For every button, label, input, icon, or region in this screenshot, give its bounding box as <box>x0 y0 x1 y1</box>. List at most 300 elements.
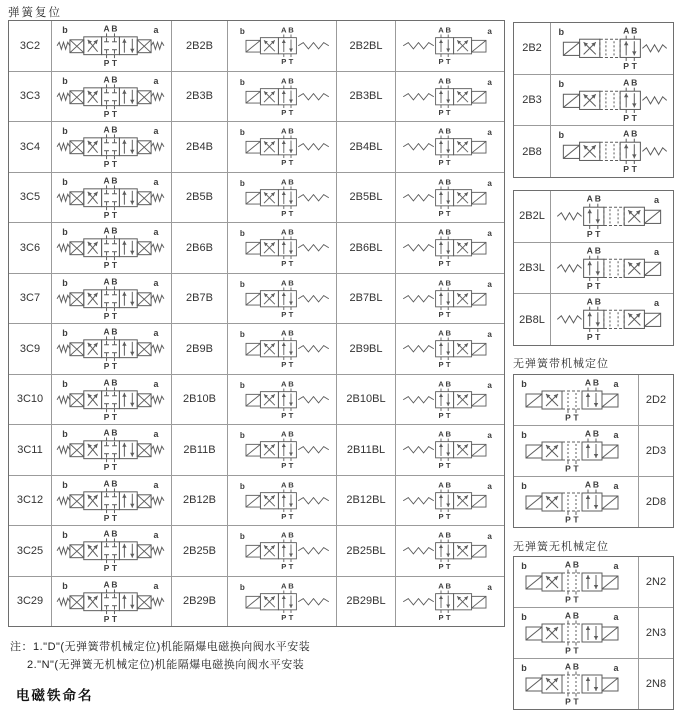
svg-text:a: a <box>487 532 492 542</box>
svg-text:B: B <box>445 278 451 288</box>
svg-text:a: a <box>153 479 159 490</box>
svg-text:P: P <box>438 612 444 622</box>
svg-text:a: a <box>487 431 492 441</box>
svg-text:T: T <box>111 411 118 422</box>
valve-code: 3C5 <box>9 173 51 223</box>
svg-text:a: a <box>613 612 619 622</box>
valve-schematic-icon <box>228 324 336 374</box>
svg-text:a: a <box>613 663 619 673</box>
svg-text:T: T <box>595 332 601 343</box>
svg-text:B: B <box>592 479 600 490</box>
svg-text:A: A <box>103 376 110 387</box>
valve-code: 2B6B <box>172 223 227 273</box>
section-heading-solenoid-naming: 电磁铁命名 <box>16 688 94 703</box>
svg-text:A: A <box>564 610 572 621</box>
valve-code: 2B12BL <box>337 476 395 526</box>
svg-text:b: b <box>239 380 245 390</box>
svg-text:b: b <box>62 479 68 490</box>
table-2n-no-detent <box>513 556 674 710</box>
valve-symbol <box>228 122 336 172</box>
svg-text:P: P <box>103 159 110 170</box>
svg-text:P: P <box>565 412 571 423</box>
svg-text:b: b <box>62 75 68 86</box>
valve-code: 2D2 <box>639 375 673 425</box>
svg-text:A: A <box>103 73 110 84</box>
valve-code: 2B8 <box>514 126 550 177</box>
svg-text:b: b <box>521 612 527 622</box>
svg-text:B: B <box>288 429 294 439</box>
svg-text:P: P <box>103 58 110 69</box>
svg-text:P: P <box>438 410 444 420</box>
valve-symbol <box>228 476 336 526</box>
valve-schematic-icon <box>551 243 673 294</box>
valve-symbol <box>396 72 504 122</box>
svg-text:P: P <box>586 332 593 343</box>
svg-text:B: B <box>111 124 118 135</box>
valve-schematic-icon <box>396 223 504 273</box>
svg-text:T: T <box>111 613 118 624</box>
svg-text:a: a <box>613 430 619 440</box>
svg-text:a: a <box>153 226 159 237</box>
svg-text:T: T <box>111 209 118 220</box>
valve-symbol <box>514 557 638 607</box>
svg-text:P: P <box>438 511 444 521</box>
svg-text:B: B <box>288 227 294 237</box>
svg-text:b: b <box>521 481 527 491</box>
svg-text:T: T <box>288 208 294 218</box>
svg-text:A: A <box>623 77 630 88</box>
svg-text:a: a <box>487 229 492 239</box>
svg-text:T: T <box>445 208 451 218</box>
svg-text:P: P <box>281 158 287 168</box>
svg-text:a: a <box>153 378 159 389</box>
svg-text:a: a <box>487 77 492 87</box>
valve-symbol <box>52 476 171 526</box>
svg-text:B: B <box>111 376 118 387</box>
svg-text:B: B <box>445 227 451 237</box>
valve-symbol <box>52 526 171 576</box>
valve-symbol <box>396 274 504 324</box>
valve-symbol <box>228 21 336 71</box>
svg-text:T: T <box>111 58 118 69</box>
svg-text:P: P <box>438 208 444 218</box>
svg-text:B: B <box>445 25 451 35</box>
svg-text:P: P <box>565 463 571 474</box>
valve-code: 2B2BL <box>337 21 395 71</box>
svg-text:b: b <box>521 561 527 571</box>
valve-schematic-icon <box>52 476 171 526</box>
valve-code: 2B29BL <box>337 577 395 627</box>
valve-schematic-icon <box>396 173 504 223</box>
valve-code: 2B29B <box>172 577 227 627</box>
svg-text:T: T <box>573 594 579 605</box>
valve-symbol <box>52 274 171 324</box>
svg-text:B: B <box>594 296 601 307</box>
valve-schematic-icon <box>514 659 638 709</box>
valve-schematic-icon <box>514 608 638 658</box>
valve-code: 3C25 <box>9 526 51 576</box>
valve-code: 2B25BL <box>337 526 395 576</box>
valve-symbol <box>52 223 171 273</box>
valve-code: 2B4B <box>172 122 227 172</box>
heading-no-spring-with-detent: 无弹簧带机械定位 <box>513 358 609 370</box>
svg-text:a: a <box>153 428 159 439</box>
svg-text:B: B <box>111 326 118 337</box>
svg-text:a: a <box>487 380 492 390</box>
svg-text:B: B <box>111 73 118 84</box>
svg-text:B: B <box>111 225 118 236</box>
valve-symbol <box>52 375 171 425</box>
valve-code: 2B9B <box>172 324 227 374</box>
valve-symbol <box>52 577 171 627</box>
valve-code: 2B11BL <box>337 425 395 475</box>
valve-schematic-icon <box>228 375 336 425</box>
svg-text:B: B <box>445 76 451 86</box>
valve-code: 2B2B <box>172 21 227 71</box>
svg-text:a: a <box>153 24 159 35</box>
valve-code: 2B7B <box>172 274 227 324</box>
valve-schematic-icon <box>551 191 673 242</box>
valve-symbol <box>551 126 673 177</box>
svg-text:A: A <box>103 174 110 185</box>
svg-text:B: B <box>572 559 580 570</box>
valve-schematic-icon <box>551 75 673 126</box>
svg-text:T: T <box>111 108 118 119</box>
svg-text:b: b <box>558 78 565 89</box>
valve-schematic-icon <box>396 72 504 122</box>
svg-text:B: B <box>572 661 580 672</box>
valve-schematic-icon <box>396 425 504 475</box>
valve-code: 3C9 <box>9 324 51 374</box>
svg-text:T: T <box>288 158 294 168</box>
heading-no-spring-no-detent: 无弹簧无机械定位 <box>513 541 609 553</box>
valve-schematic-icon <box>228 21 336 71</box>
svg-text:A: A <box>103 326 110 337</box>
valve-symbol <box>514 608 638 658</box>
section-title-spring-return: 弹簧复位 <box>8 7 62 19</box>
svg-text:A: A <box>281 530 287 540</box>
svg-text:B: B <box>445 126 451 136</box>
valve-schematic-icon <box>52 173 171 223</box>
valve-code: 3C7 <box>9 274 51 324</box>
svg-text:A: A <box>586 245 593 256</box>
svg-text:A: A <box>584 377 592 388</box>
svg-text:A: A <box>103 225 110 236</box>
svg-text:T: T <box>445 57 451 67</box>
svg-text:P: P <box>438 360 444 370</box>
valve-code: 3C2 <box>9 21 51 71</box>
valve-symbol <box>514 659 638 709</box>
svg-text:B: B <box>445 581 451 591</box>
svg-text:b: b <box>62 277 68 288</box>
svg-text:T: T <box>111 512 118 523</box>
svg-text:T: T <box>445 461 451 471</box>
valve-symbol <box>228 324 336 374</box>
svg-text:b: b <box>558 130 565 141</box>
svg-text:P: P <box>103 108 110 119</box>
svg-text:a: a <box>487 481 492 491</box>
note-line-2: 2."N"(无弹簧无机械定位)机能隔爆电磁换向阀水平安装 <box>27 659 305 671</box>
svg-text:A: A <box>438 177 444 187</box>
svg-text:A: A <box>103 23 110 34</box>
valve-code: 3C6 <box>9 223 51 273</box>
svg-text:T: T <box>111 310 118 321</box>
svg-text:B: B <box>445 379 451 389</box>
valve-schematic-icon <box>228 72 336 122</box>
valve-schematic-icon <box>228 476 336 526</box>
table-2b-spring-right <box>513 22 674 178</box>
svg-text:b: b <box>239 330 245 340</box>
svg-text:A: A <box>586 296 593 307</box>
svg-text:T: T <box>111 563 118 574</box>
valve-symbol <box>228 577 336 627</box>
svg-text:b: b <box>239 431 245 441</box>
svg-text:b: b <box>239 481 245 491</box>
valve-schematic-icon <box>52 122 171 172</box>
svg-text:b: b <box>521 663 527 673</box>
svg-text:P: P <box>103 613 110 624</box>
svg-text:P: P <box>438 57 444 67</box>
valve-symbol <box>228 173 336 223</box>
valve-code: 2B2 <box>514 23 550 74</box>
valve-symbol <box>52 324 171 374</box>
svg-text:T: T <box>573 463 579 474</box>
svg-text:P: P <box>281 208 287 218</box>
valve-code: 2B25B <box>172 526 227 576</box>
svg-text:P: P <box>103 411 110 422</box>
svg-text:A: A <box>584 479 592 490</box>
svg-text:P: P <box>623 164 630 175</box>
valve-symbol <box>52 425 171 475</box>
svg-text:P: P <box>103 512 110 523</box>
svg-text:T: T <box>573 645 579 656</box>
svg-text:b: b <box>239 178 245 188</box>
svg-text:a: a <box>487 582 492 592</box>
valve-code: 3C11 <box>9 425 51 475</box>
table-2d-detent <box>513 374 674 528</box>
valve-schematic-icon <box>52 223 171 273</box>
svg-text:P: P <box>281 360 287 370</box>
svg-text:b: b <box>62 529 68 540</box>
valve-code: 3C12 <box>9 476 51 526</box>
svg-text:P: P <box>281 259 287 269</box>
valve-symbol <box>551 23 673 74</box>
svg-text:b: b <box>62 327 68 338</box>
svg-text:A: A <box>103 275 110 286</box>
valve-symbol <box>52 72 171 122</box>
svg-text:P: P <box>565 696 571 707</box>
svg-text:P: P <box>103 361 110 372</box>
svg-text:P: P <box>281 612 287 622</box>
valve-schematic-icon <box>52 324 171 374</box>
valve-schematic-icon <box>396 324 504 374</box>
valve-code: 3C4 <box>9 122 51 172</box>
svg-text:A: A <box>438 76 444 86</box>
svg-text:B: B <box>288 177 294 187</box>
svg-text:T: T <box>288 410 294 420</box>
svg-text:A: A <box>438 278 444 288</box>
svg-text:A: A <box>438 530 444 540</box>
svg-text:P: P <box>103 462 110 473</box>
valve-code: 2B9BL <box>337 324 395 374</box>
valve-symbol <box>228 375 336 425</box>
valve-symbol <box>228 274 336 324</box>
svg-text:B: B <box>288 278 294 288</box>
svg-text:T: T <box>445 309 451 319</box>
svg-text:P: P <box>565 645 571 656</box>
svg-text:P: P <box>103 260 110 271</box>
svg-text:A: A <box>623 25 630 36</box>
valve-code: 2N3 <box>639 608 673 658</box>
svg-text:P: P <box>103 310 110 321</box>
svg-text:B: B <box>592 428 600 439</box>
svg-text:A: A <box>281 328 287 338</box>
svg-text:T: T <box>445 562 451 572</box>
valve-schematic-icon <box>52 72 171 122</box>
svg-text:a: a <box>153 125 159 136</box>
svg-text:b: b <box>62 378 68 389</box>
valve-symbol <box>228 526 336 576</box>
valve-code: 2B11B <box>172 425 227 475</box>
svg-text:P: P <box>438 461 444 471</box>
svg-text:T: T <box>445 158 451 168</box>
svg-text:T: T <box>445 259 451 269</box>
valve-symbol <box>396 324 504 374</box>
valve-symbol <box>514 477 638 527</box>
svg-text:A: A <box>281 480 287 490</box>
svg-text:a: a <box>153 75 159 86</box>
svg-text:P: P <box>281 410 287 420</box>
valve-symbol <box>551 75 673 126</box>
svg-text:T: T <box>631 61 637 72</box>
svg-text:a: a <box>153 580 159 591</box>
svg-text:B: B <box>288 328 294 338</box>
valve-code: 2B3L <box>514 243 550 294</box>
valve-code: 2B3 <box>514 75 550 126</box>
valve-schematic-icon <box>551 23 673 74</box>
svg-text:T: T <box>573 514 579 525</box>
svg-text:A: A <box>438 429 444 439</box>
svg-text:A: A <box>438 480 444 490</box>
valve-symbol <box>551 243 673 294</box>
svg-text:T: T <box>288 309 294 319</box>
svg-text:b: b <box>521 430 527 440</box>
valve-schematic-icon <box>396 375 504 425</box>
svg-text:T: T <box>445 511 451 521</box>
valve-schematic-icon <box>228 425 336 475</box>
svg-text:T: T <box>631 164 637 175</box>
valve-symbol <box>52 122 171 172</box>
svg-text:a: a <box>153 176 159 187</box>
svg-text:T: T <box>573 696 579 707</box>
svg-text:B: B <box>111 578 118 589</box>
svg-text:A: A <box>281 379 287 389</box>
svg-text:A: A <box>103 124 110 135</box>
svg-text:a: a <box>654 298 660 309</box>
svg-text:b: b <box>558 27 565 38</box>
valve-symbol <box>396 476 504 526</box>
valve-code: 2D8 <box>639 477 673 527</box>
valve-schematic-icon <box>52 526 171 576</box>
svg-text:T: T <box>445 107 451 117</box>
svg-text:P: P <box>438 562 444 572</box>
svg-text:B: B <box>288 126 294 136</box>
valve-code: 2B10B <box>172 375 227 425</box>
svg-text:B: B <box>631 77 638 88</box>
svg-text:T: T <box>595 280 601 291</box>
svg-text:P: P <box>281 461 287 471</box>
svg-text:a: a <box>654 195 660 206</box>
svg-text:B: B <box>111 477 118 488</box>
svg-text:a: a <box>613 379 619 389</box>
valve-symbol <box>228 425 336 475</box>
valve-symbol <box>228 223 336 273</box>
note-line-1: 注：1."D"(无弹簧带机械定位)机能隔爆电磁换向阀水平安装 <box>10 641 311 653</box>
valve-symbol <box>52 173 171 223</box>
svg-text:P: P <box>281 562 287 572</box>
svg-text:b: b <box>62 226 68 237</box>
svg-text:B: B <box>594 245 601 256</box>
valve-symbol <box>551 294 673 345</box>
svg-text:b: b <box>239 582 245 592</box>
svg-text:T: T <box>288 511 294 521</box>
svg-text:a: a <box>487 27 492 37</box>
svg-text:P: P <box>586 280 593 291</box>
valve-schematic-icon <box>396 476 504 526</box>
valve-symbol <box>396 21 504 71</box>
svg-text:b: b <box>239 128 245 138</box>
svg-text:b: b <box>521 379 527 389</box>
svg-text:A: A <box>281 278 287 288</box>
valve-schematic-icon <box>52 425 171 475</box>
valve-schematic-icon <box>228 577 336 627</box>
valve-schematic-icon <box>396 122 504 172</box>
svg-text:B: B <box>445 480 451 490</box>
svg-text:T: T <box>595 229 601 240</box>
svg-text:B: B <box>572 610 580 621</box>
svg-text:A: A <box>281 581 287 591</box>
svg-text:a: a <box>487 128 492 138</box>
svg-text:T: T <box>111 361 118 372</box>
valve-code: 2B3BL <box>337 72 395 122</box>
svg-text:B: B <box>288 25 294 35</box>
svg-text:B: B <box>111 174 118 185</box>
svg-text:A: A <box>438 25 444 35</box>
svg-text:A: A <box>584 428 592 439</box>
svg-text:b: b <box>239 279 245 289</box>
main-valve-table <box>8 20 505 627</box>
svg-text:T: T <box>111 462 118 473</box>
svg-text:A: A <box>438 581 444 591</box>
svg-text:A: A <box>438 227 444 237</box>
valve-schematic-icon <box>228 173 336 223</box>
svg-text:B: B <box>111 528 118 539</box>
svg-text:b: b <box>239 77 245 87</box>
valve-schematic-icon <box>514 477 638 527</box>
svg-text:T: T <box>111 260 118 271</box>
valve-symbol <box>551 191 673 242</box>
valve-schematic-icon <box>52 274 171 324</box>
svg-text:B: B <box>111 427 118 438</box>
valve-symbol <box>396 425 504 475</box>
valve-code: 3C29 <box>9 577 51 627</box>
svg-text:P: P <box>281 57 287 67</box>
svg-text:B: B <box>288 530 294 540</box>
svg-text:B: B <box>111 275 118 286</box>
svg-text:B: B <box>445 177 451 187</box>
svg-text:b: b <box>62 428 68 439</box>
valve-code: 2B7BL <box>337 274 395 324</box>
